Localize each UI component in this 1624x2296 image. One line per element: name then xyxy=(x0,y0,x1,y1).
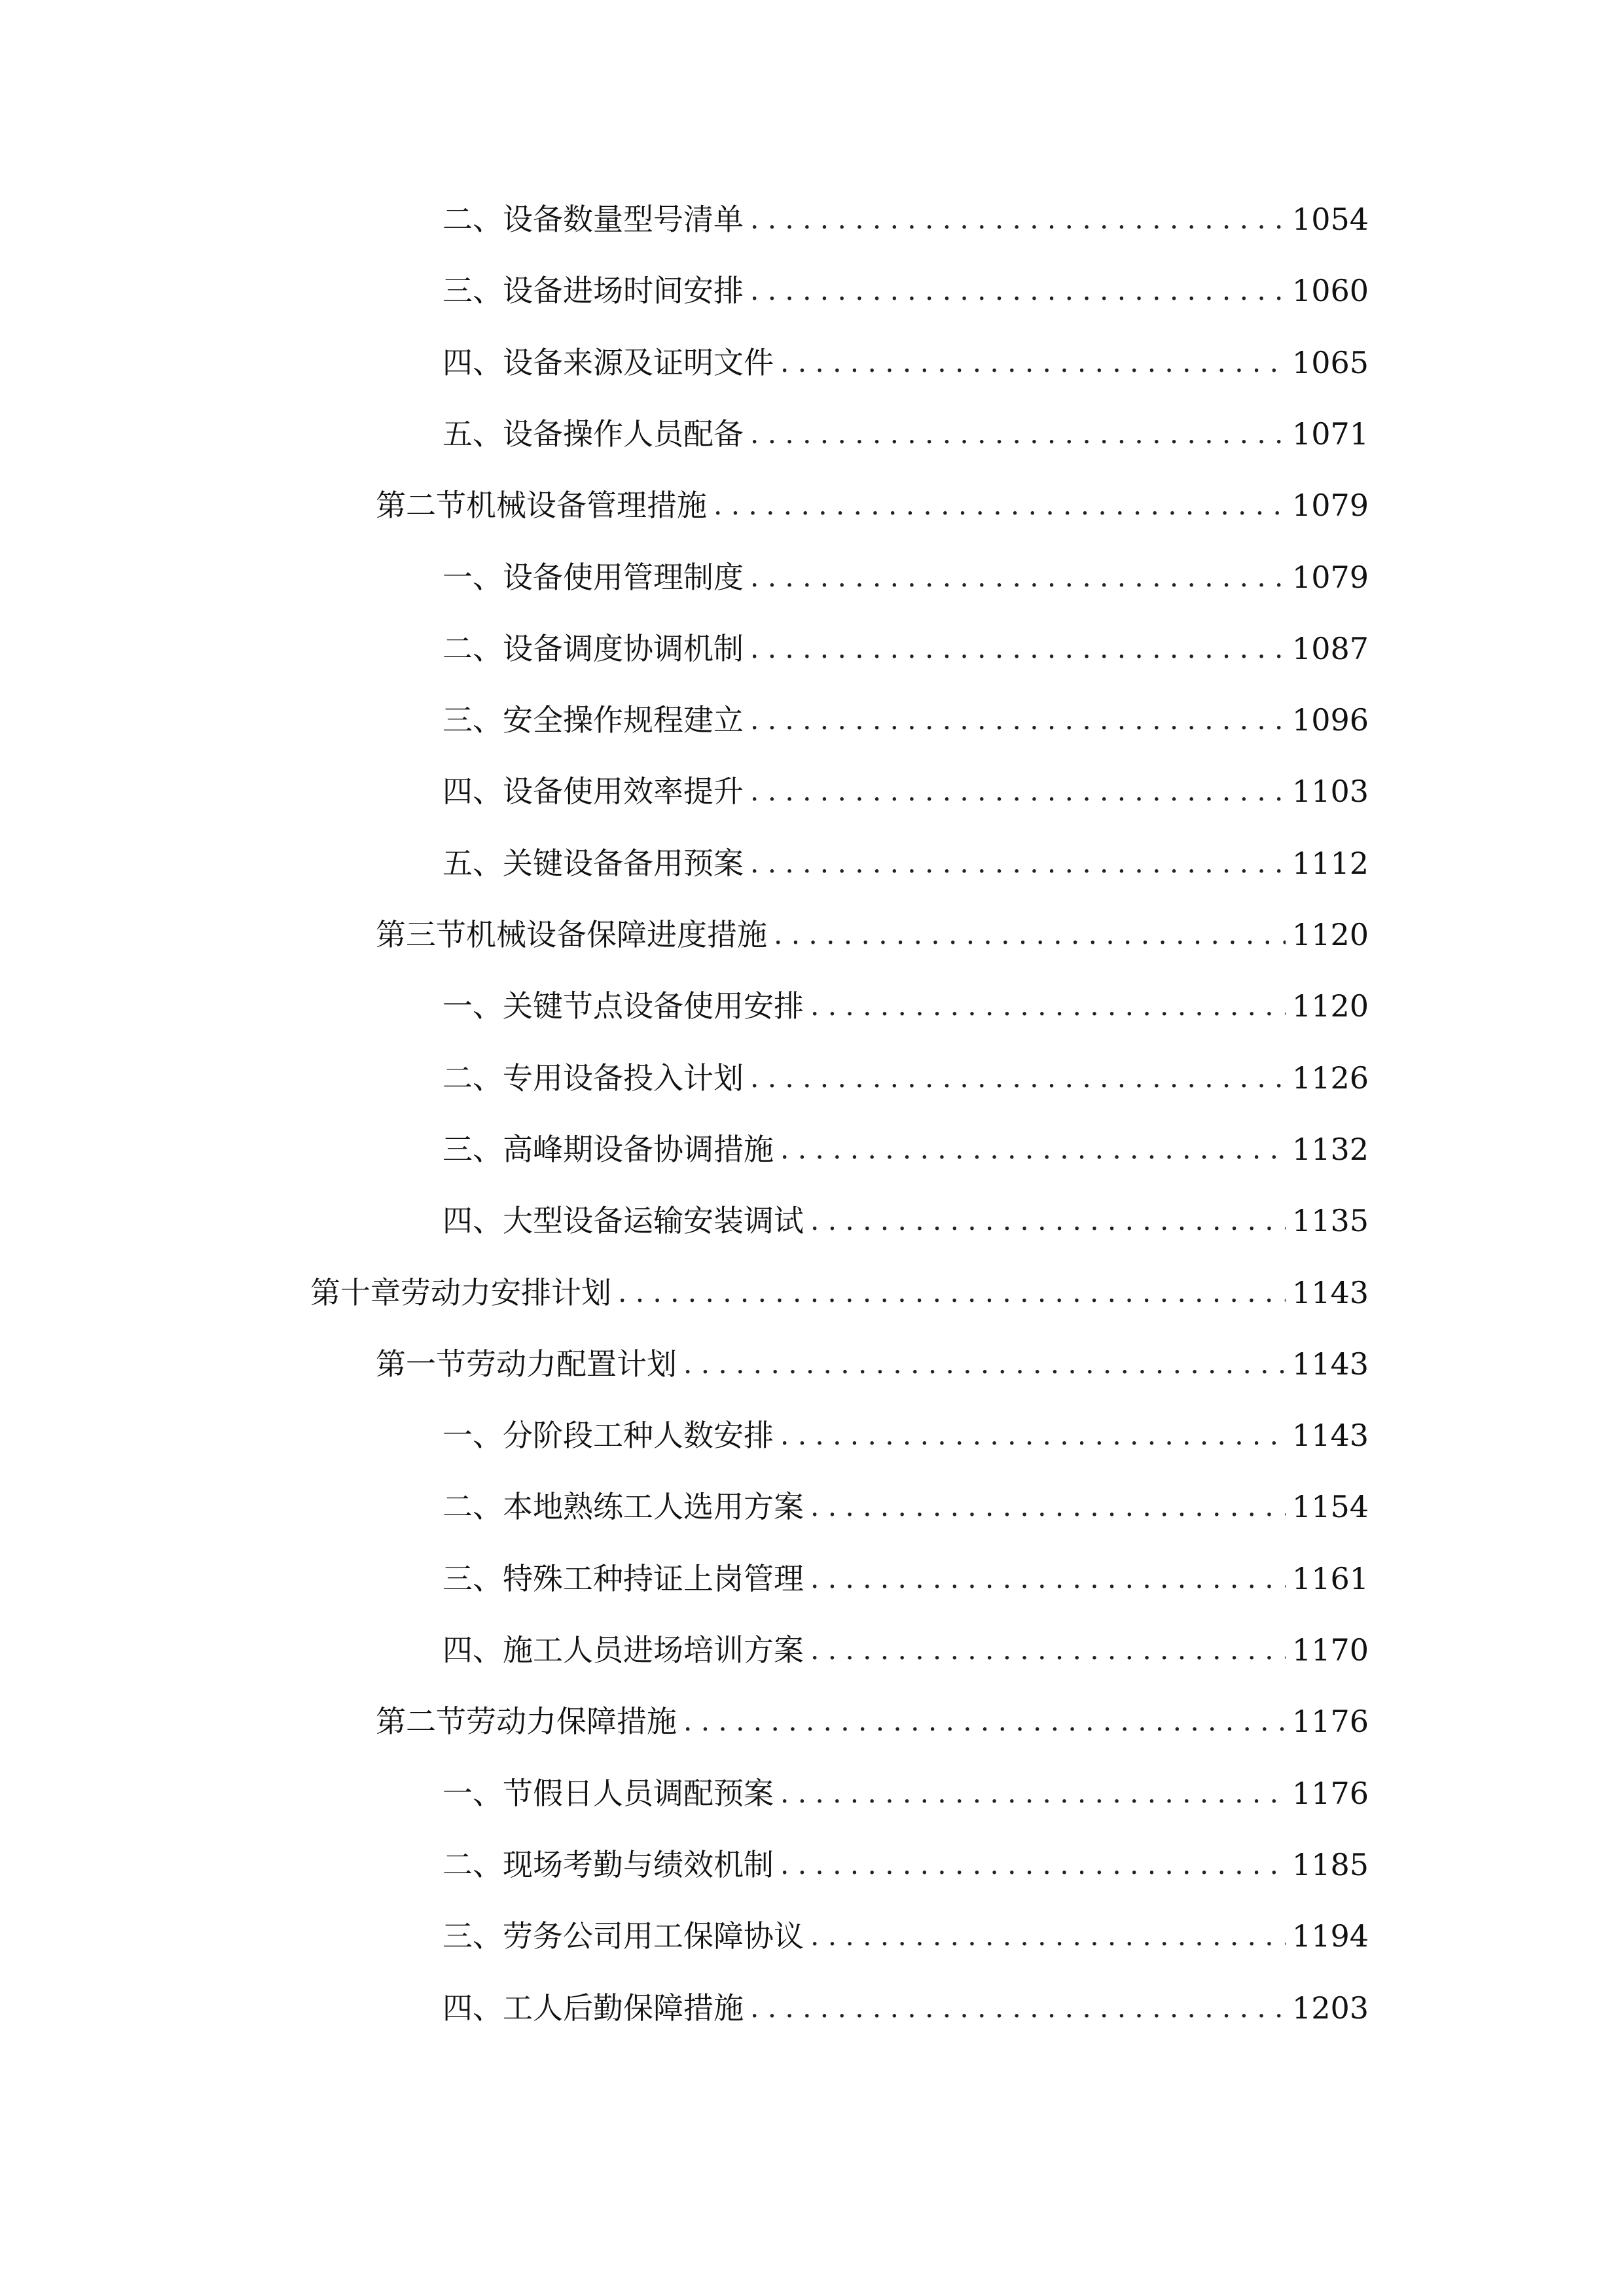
toc-entry-page-number: 1079 xyxy=(1291,560,1369,595)
toc-entry-item[interactable] xyxy=(442,1194,1369,1247)
toc-entry-number: 二、 xyxy=(442,631,503,666)
toc-entry-number: 二、 xyxy=(442,202,503,237)
toc-entry-section[interactable] xyxy=(376,479,1369,531)
toc-entry-page-number: 1154 xyxy=(1291,1489,1369,1524)
toc-entry-item[interactable] xyxy=(442,1409,1369,1462)
toc-entry-item[interactable] xyxy=(442,837,1369,889)
dot-leader xyxy=(780,1123,1286,1175)
dot-leader xyxy=(683,1695,1286,1748)
dot-leader xyxy=(750,1052,1286,1104)
toc-entry-number: 四、 xyxy=(442,1632,503,1668)
toc-entry-number: 第一节 xyxy=(376,1346,466,1382)
toc-entry-page-number: 1126 xyxy=(1291,1060,1369,1096)
toc-entry-number: 一、 xyxy=(442,560,503,595)
toc-entry-title: 安全操作规程建立 xyxy=(503,702,744,738)
toc-entry-page-number: 1103 xyxy=(1291,774,1369,809)
dot-leader xyxy=(780,1839,1286,1891)
toc-entry-page-number: 1120 xyxy=(1291,917,1369,952)
toc-entry-number: 三、 xyxy=(442,1918,503,1954)
toc-entry-page-number: 1120 xyxy=(1291,988,1369,1024)
toc-entry-title: 劳务公司用工保障协议 xyxy=(503,1918,804,1954)
toc-entry-section[interactable] xyxy=(376,908,1369,961)
toc-entry-page-number: 1170 xyxy=(1291,1632,1369,1668)
toc-entry-title: 施工人员进场培训方案 xyxy=(503,1632,804,1668)
toc-entry-number: 第十章 xyxy=(310,1275,401,1310)
toc-entry-page-number: 1176 xyxy=(1291,1704,1369,1739)
toc-entry-number: 二、 xyxy=(442,1489,503,1524)
toc-entry-title: 大型设备运输安装调试 xyxy=(503,1203,804,1238)
toc-entry-title: 机械设备保障进度措施 xyxy=(466,917,767,952)
dot-leader xyxy=(780,1409,1286,1462)
dot-leader xyxy=(750,551,1286,603)
toc-entry-title: 劳动力保障措施 xyxy=(466,1704,677,1739)
dot-leader xyxy=(750,837,1286,889)
toc-entry-item[interactable] xyxy=(442,264,1369,317)
toc-entry-number: 五、 xyxy=(442,416,503,452)
dot-leader xyxy=(810,1910,1286,1962)
toc-entry-title: 工人后勤保障措施 xyxy=(503,1990,744,2026)
toc-entry-number: 四、 xyxy=(442,774,503,809)
toc-entry-title: 现场考勤与绩效机制 xyxy=(503,1847,774,1882)
toc-entry-number: 一、 xyxy=(442,1418,503,1453)
toc-entry-page-number: 1060 xyxy=(1291,273,1369,308)
toc-entry-number: 三、 xyxy=(442,273,503,308)
toc-entry-page-number: 1096 xyxy=(1291,702,1369,738)
dot-leader xyxy=(713,479,1286,531)
dot-leader xyxy=(810,1624,1286,1676)
toc-entry-number: 五、 xyxy=(442,846,503,881)
toc-entry-title: 本地熟练工人选用方案 xyxy=(503,1489,804,1524)
dot-leader xyxy=(750,694,1286,746)
toc-entry-number: 四、 xyxy=(442,1990,503,2026)
dot-leader xyxy=(774,908,1286,961)
toc-entry-page-number: 1185 xyxy=(1291,1847,1369,1882)
toc-entry-item[interactable] xyxy=(442,1123,1369,1175)
toc-entry-number: 三、 xyxy=(442,702,503,738)
toc-entry-page-number: 1071 xyxy=(1291,416,1369,452)
toc-entry-item[interactable] xyxy=(442,1839,1369,1891)
toc-entry-number: 一、 xyxy=(442,1776,503,1811)
dot-leader xyxy=(750,264,1286,317)
toc-entry-page-number: 1112 xyxy=(1291,846,1369,881)
toc-entry-item[interactable] xyxy=(442,1552,1369,1605)
dot-leader xyxy=(618,1266,1286,1319)
dot-leader xyxy=(810,1480,1286,1533)
toc-entry-section[interactable] xyxy=(376,1695,1369,1748)
toc-entry-title: 设备使用效率提升 xyxy=(503,774,744,809)
toc-entry-title: 节假日人员调配预案 xyxy=(503,1776,774,1811)
toc-entry-page-number: 1054 xyxy=(1291,202,1369,237)
toc-entry-item[interactable] xyxy=(442,765,1369,817)
toc-entry-number: 二、 xyxy=(442,1847,503,1882)
toc-entry-number: 四、 xyxy=(442,345,503,380)
toc-entry-page-number: 1194 xyxy=(1291,1918,1369,1954)
dot-leader xyxy=(750,193,1286,245)
dot-leader xyxy=(750,765,1286,817)
toc-entry-page-number: 1176 xyxy=(1291,1776,1369,1811)
toc-entry-title: 专用设备投入计划 xyxy=(503,1060,744,1096)
toc-entry-title: 劳动力配置计划 xyxy=(466,1346,677,1382)
toc-entry-item[interactable] xyxy=(442,408,1369,460)
toc-entry-item[interactable] xyxy=(442,336,1369,389)
toc-entry-number: 三、 xyxy=(442,1561,503,1596)
dot-leader xyxy=(683,1338,1286,1390)
dot-leader xyxy=(810,1194,1286,1247)
toc-entry-title: 设备操作人员配备 xyxy=(503,416,744,452)
toc-entry-number: 第二节 xyxy=(376,488,466,523)
toc-entry-page-number: 1135 xyxy=(1291,1203,1369,1238)
toc-entry-number: 第二节 xyxy=(376,1704,466,1739)
toc-entry-number: 一、 xyxy=(442,988,503,1024)
toc-entry-item[interactable] xyxy=(442,622,1369,675)
toc-entry-title: 设备使用管理制度 xyxy=(503,560,744,595)
toc-entry-page-number: 1132 xyxy=(1291,1132,1369,1167)
toc-entry-title: 特殊工种持证上岗管理 xyxy=(503,1561,804,1596)
dot-leader xyxy=(750,622,1286,675)
toc-entry-title: 高峰期设备协调措施 xyxy=(503,1132,774,1167)
toc-entry-item[interactable] xyxy=(442,1982,1369,2034)
toc-entry-number: 二、 xyxy=(442,1060,503,1096)
toc-entry-number: 四、 xyxy=(442,1203,503,1238)
dot-leader xyxy=(780,336,1286,389)
dot-leader xyxy=(750,1982,1286,2034)
dot-leader xyxy=(780,1767,1286,1820)
toc-entry-item[interactable] xyxy=(442,980,1369,1032)
dot-leader xyxy=(810,980,1286,1032)
toc-entry-page-number: 1065 xyxy=(1291,345,1369,380)
toc-entry-number: 第三节 xyxy=(376,917,466,952)
toc-entry-page-number: 1161 xyxy=(1291,1561,1369,1596)
toc-entry-item[interactable] xyxy=(442,1624,1369,1676)
toc-entry-page-number: 1087 xyxy=(1291,631,1369,666)
toc-entry-chapter[interactable] xyxy=(310,1266,1369,1319)
toc-entry-title: 设备数量型号清单 xyxy=(503,202,744,237)
toc-entry-item[interactable] xyxy=(442,1480,1369,1533)
toc-entry-title: 劳动力安排计划 xyxy=(401,1275,611,1310)
toc-entry-title: 关键设备备用预案 xyxy=(503,846,744,881)
toc-entry-item[interactable] xyxy=(442,1910,1369,1962)
dot-leader xyxy=(810,1552,1286,1605)
toc-entry-page-number: 1079 xyxy=(1291,488,1369,523)
dot-leader xyxy=(750,408,1286,460)
toc-entry-item[interactable] xyxy=(442,694,1369,746)
toc-entry-title: 分阶段工种人数安排 xyxy=(503,1418,774,1453)
toc-entry-item[interactable] xyxy=(442,1767,1369,1820)
toc-entry-title: 机械设备管理措施 xyxy=(466,488,707,523)
toc-entry-section[interactable] xyxy=(376,1338,1369,1390)
toc-entry-page-number: 1143 xyxy=(1291,1418,1369,1453)
toc-entry-item[interactable] xyxy=(442,551,1369,603)
toc-entry-title: 设备调度协调机制 xyxy=(503,631,744,666)
toc-entry-number: 三、 xyxy=(442,1132,503,1167)
toc-entry-title: 关键节点设备使用安排 xyxy=(503,988,804,1024)
toc-entry-page-number: 1203 xyxy=(1291,1990,1369,2026)
toc-entry-item[interactable] xyxy=(442,193,1369,245)
toc-entry-item[interactable] xyxy=(442,1052,1369,1104)
toc-entry-page-number: 1143 xyxy=(1291,1346,1369,1382)
toc-entry-title: 设备进场时间安排 xyxy=(503,273,744,308)
toc-entry-title: 设备来源及证明文件 xyxy=(503,345,774,380)
toc-entry-page-number: 1143 xyxy=(1291,1275,1369,1310)
